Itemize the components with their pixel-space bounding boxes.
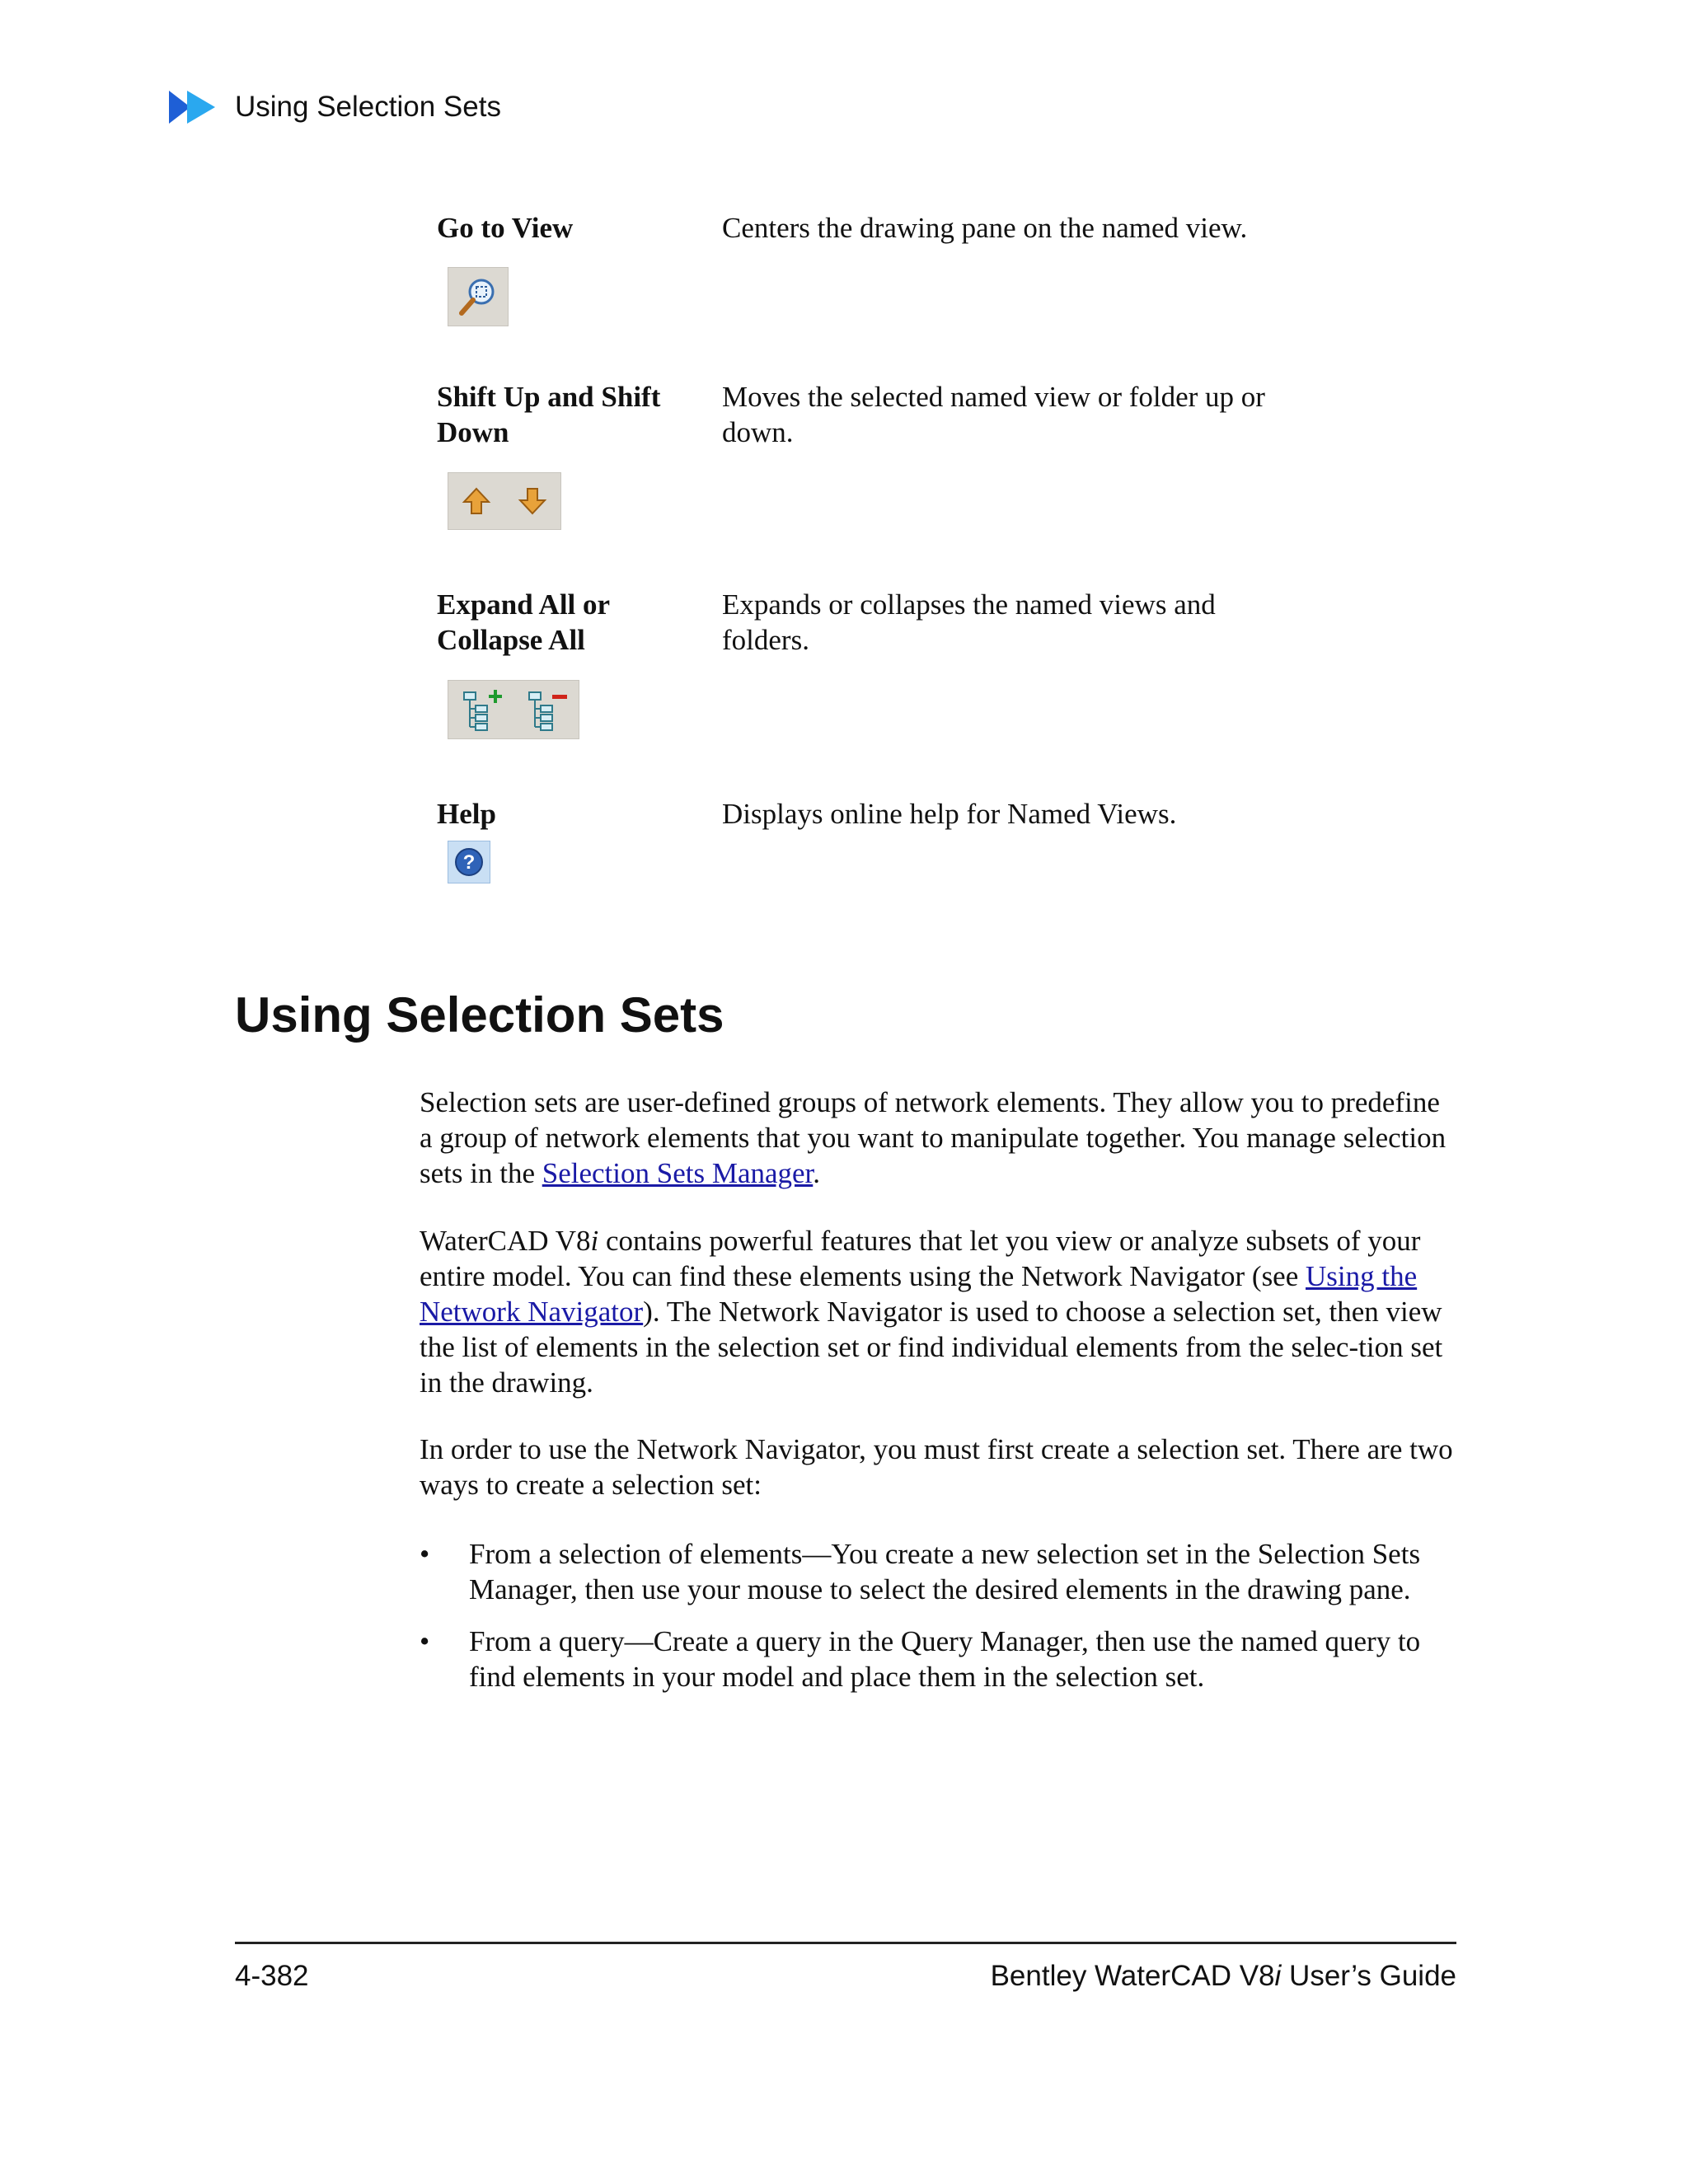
p2-product: WaterCAD V8 [420,1225,591,1257]
list-item [420,1536,1458,1610]
shift-down-icon[interactable] [518,486,547,516]
go-to-view-button[interactable] [448,267,509,326]
network-navigator-link[interactable]: Using the Network Navigator [420,1260,1418,1328]
p2-product-italic: i [590,1225,599,1257]
desc-help: Displays online help for Named Views. [722,798,1177,830]
expand-collapse-buttons [448,680,579,739]
bullet-glyph: • [420,1538,430,1570]
term-expand-collapse: Expand All or Collapse All [437,588,610,656]
footer-rule [235,1942,1456,1944]
selection-sets-manager-link[interactable]: Selection Sets Manager [542,1157,814,1189]
guide-title-italic: i [1274,1960,1282,1992]
desc-expand-collapse: Expands or collapses the named views and folders. [722,588,1216,656]
bullet-text-1: From a selection of elements—You create a new selection set in the Selection Sets Manager, then use your mouse to select the desired elements in the drawing pane. [469,1538,1421,1605]
p1-text: Selection sets are user-defined groups of network elements. They allow you to predefine a group of network elements that you want to manipulate together. You manage selection sets in the [420,1086,1447,1189]
paragraph-2 [420,1223,1458,1400]
help-button[interactable] [448,841,490,883]
shift-up-icon[interactable] [462,486,491,516]
paragraph-1 [420,1085,1458,1191]
go-to-view-icon [455,274,501,320]
shift-buttons [448,472,561,530]
term-go-to-view: Go to View [437,212,574,244]
bullet-glyph: • [420,1625,430,1657]
guide-title-b: User’s Guide [1281,1960,1456,1992]
page-number: 4-382 [235,1960,309,1992]
help-icon [452,846,485,879]
desc-shift-up-down: Moves the selected named view or folder up or down. [722,381,1265,448]
collapse-all-icon[interactable] [524,687,569,732]
section-title: Using Selection Sets [235,987,724,1043]
guide-title [991,1958,1456,1994]
svg-text:?: ? [462,851,476,874]
p2-text-end: ). The Network Navigator is used to choose a selection set, then view the list of elements in the selection set or find individual elements from the selec-tion set in the drawing. [420,1296,1443,1399]
desc-go-to-view: Centers the drawing pane on the named view. [722,212,1248,244]
term-help: Help [437,798,496,830]
guide-title-a: Bentley WaterCAD V8 [990,1960,1275,1992]
p1-end: . [813,1157,821,1189]
list-item [420,1624,1458,1698]
p2-text: contains powerful features that let you view or analyze subsets of your entire model. You can find these elements using the Network Navigator (see [420,1225,1421,1292]
paragraph-3: In order to use the Network Navigator, you must first create a selection set. There are two ways to create a selection set: [420,1433,1453,1501]
running-header-title: Using Selection Sets [235,91,501,123]
bullet-text-2: From a query—Create a query in the Query Manager, then use the named query to find elements in your model and place them in the selection set. [469,1625,1421,1693]
running-header [169,89,501,125]
double-arrow-icon [169,89,220,125]
expand-all-icon[interactable] [459,687,504,732]
term-shift-up-down: Shift Up and Shift Down [437,381,661,448]
